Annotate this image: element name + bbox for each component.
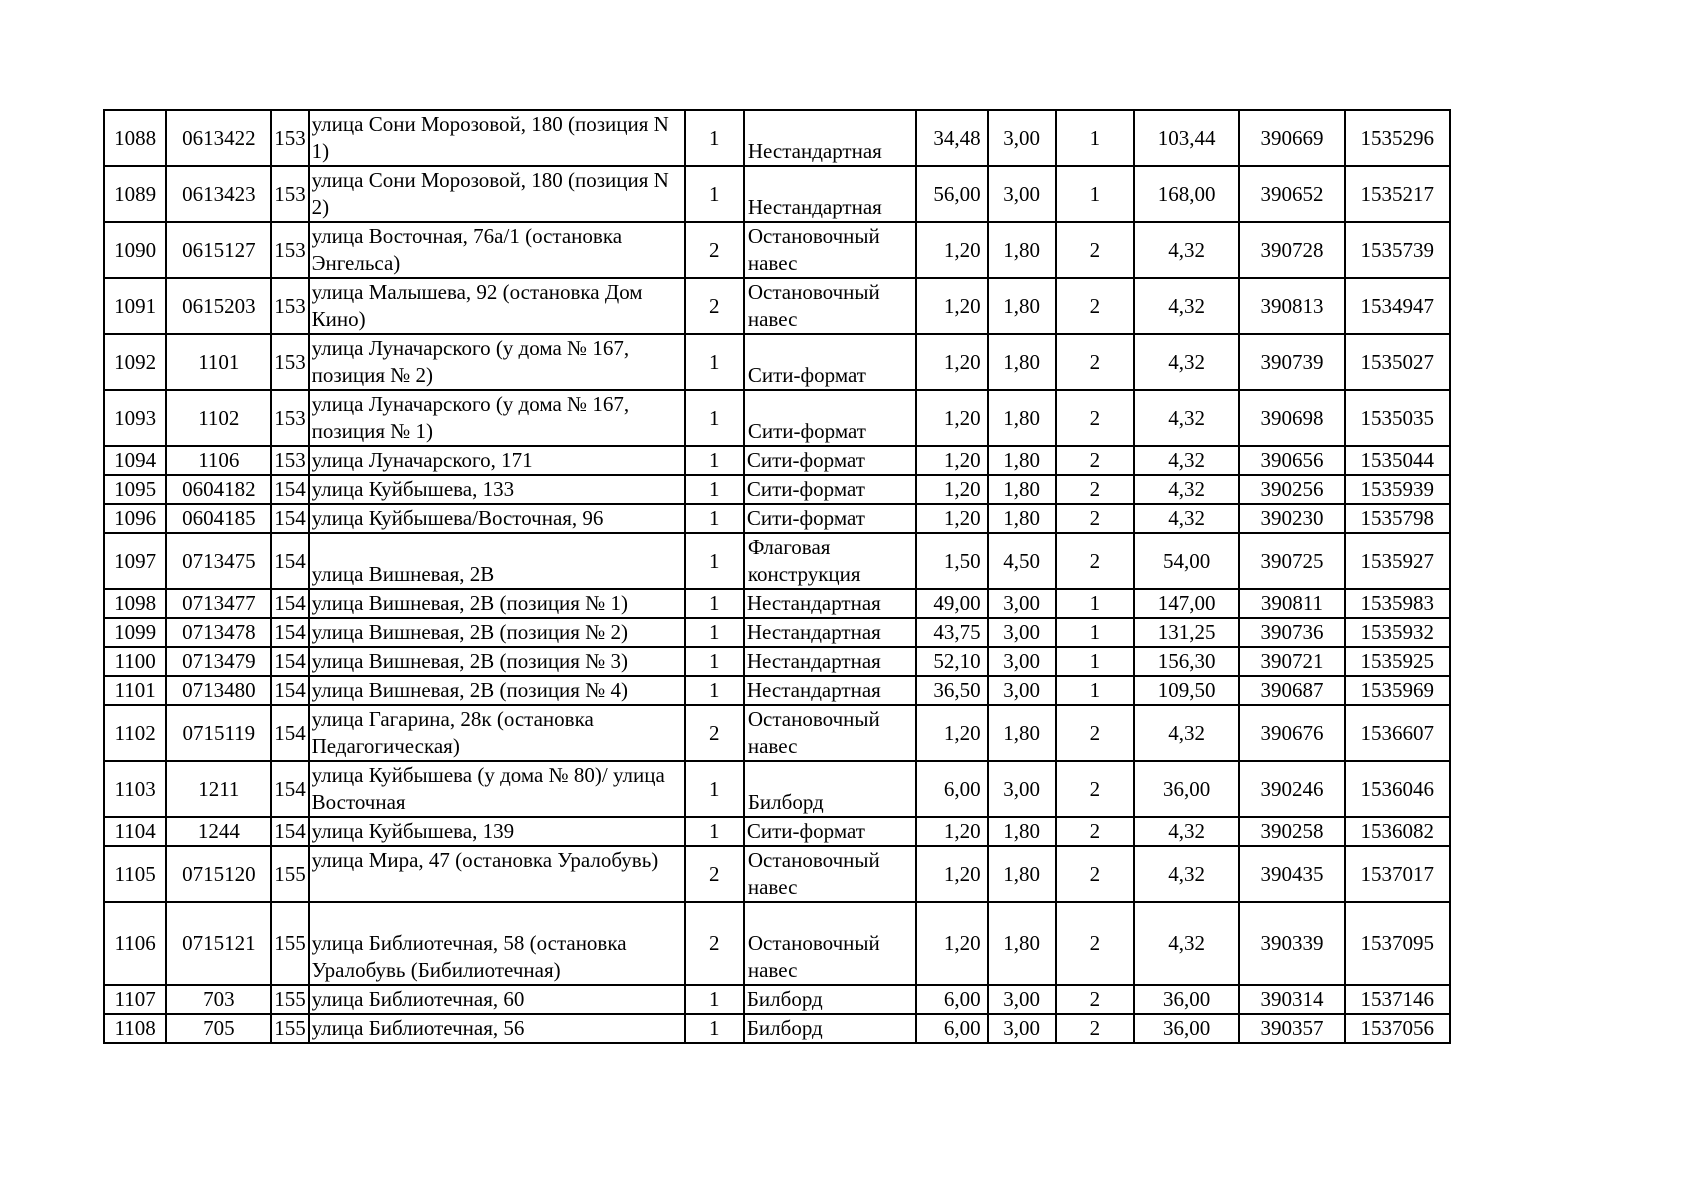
- coord-x-cell: 390687: [1239, 676, 1344, 705]
- count-cell: 1: [685, 676, 744, 705]
- count-cell: 1: [685, 334, 744, 390]
- address-cell: улица Восточная, 76а/1 (остановка Энгельса): [309, 222, 685, 278]
- coord-x-cell: 390357: [1239, 1014, 1344, 1043]
- coord-y-cell: 1535035: [1345, 390, 1450, 446]
- structure-code-cell: 0615203: [166, 278, 271, 334]
- table-row: [104, 705, 1450, 761]
- table-row: [104, 278, 1450, 334]
- row-number-cell: 1103: [104, 761, 166, 817]
- row-number-cell: 1099: [104, 618, 166, 647]
- coord-y-cell: 1537056: [1345, 1014, 1450, 1043]
- coord-x-cell: 390258: [1239, 817, 1344, 846]
- table-row: [104, 1014, 1450, 1043]
- address-cell: улица Вишневая, 2В (позиция № 2): [309, 618, 685, 647]
- coord-y-cell: 1537017: [1345, 846, 1450, 902]
- height-cell: 1,80: [988, 446, 1056, 475]
- area-cell: 103,44: [1134, 110, 1239, 166]
- table-row: [104, 475, 1450, 504]
- structure-code-cell: 0713475: [166, 533, 271, 589]
- width-cell: 1,20: [916, 446, 987, 475]
- area-cell: 131,25: [1134, 618, 1239, 647]
- area-cell: 36,00: [1134, 985, 1239, 1014]
- sides-cell: 2: [1056, 334, 1134, 390]
- structure-code-cell: 0713477: [166, 589, 271, 618]
- table-row: [104, 334, 1450, 390]
- sides-cell: 2: [1056, 985, 1134, 1014]
- area-cell: 4,32: [1134, 902, 1239, 985]
- area-cell: 4,32: [1134, 446, 1239, 475]
- structure-type-cell: Билборд: [744, 1014, 917, 1043]
- width-cell: 6,00: [916, 1014, 987, 1043]
- structure-type-cell: Остановочный навес: [744, 902, 917, 985]
- row-number-cell: 1100: [104, 647, 166, 676]
- coord-x-cell: 390314: [1239, 985, 1344, 1014]
- structure-code-cell: 1102: [166, 390, 271, 446]
- district-code-cell: 153: [271, 446, 308, 475]
- coord-y-cell: 1536082: [1345, 817, 1450, 846]
- area-cell: 168,00: [1134, 166, 1239, 222]
- coord-y-cell: 1537146: [1345, 985, 1450, 1014]
- table-row: [104, 589, 1450, 618]
- address-cell: улица Вишневая, 2В (позиция № 1): [309, 589, 685, 618]
- district-code-cell: 153: [271, 110, 308, 166]
- coord-x-cell: 390669: [1239, 110, 1344, 166]
- sides-cell: 2: [1056, 846, 1134, 902]
- table-body: [104, 110, 1450, 1043]
- sides-cell: 2: [1056, 475, 1134, 504]
- height-cell: 1,80: [988, 222, 1056, 278]
- structure-type-cell: Нестандартная: [744, 676, 917, 705]
- table-row: [104, 166, 1450, 222]
- coord-x-cell: 390256: [1239, 475, 1344, 504]
- table-row: [104, 533, 1450, 589]
- sides-cell: 1: [1056, 618, 1134, 647]
- address-cell: улица Вишневая, 2В: [309, 533, 685, 589]
- structure-code-cell: 0713480: [166, 676, 271, 705]
- structure-type-cell: Нестандартная: [744, 589, 917, 618]
- width-cell: 1,20: [916, 846, 987, 902]
- structure-type-cell: Сити-формат: [744, 504, 917, 533]
- coord-y-cell: 1535739: [1345, 222, 1450, 278]
- height-cell: 1,80: [988, 705, 1056, 761]
- structure-type-cell: Билборд: [744, 985, 917, 1014]
- count-cell: 2: [685, 846, 744, 902]
- row-number-cell: 1102: [104, 705, 166, 761]
- structure-code-cell: 0715121: [166, 902, 271, 985]
- address-cell: улица Малышева, 92 (остановка Дом Кино): [309, 278, 685, 334]
- district-code-cell: 154: [271, 504, 308, 533]
- structure-code-cell: 0715119: [166, 705, 271, 761]
- sides-cell: 1: [1056, 110, 1134, 166]
- table-row: [104, 222, 1450, 278]
- row-number-cell: 1093: [104, 390, 166, 446]
- structure-code-cell: 0615127: [166, 222, 271, 278]
- row-number-cell: 1107: [104, 985, 166, 1014]
- table-row: [104, 504, 1450, 533]
- count-cell: 1: [685, 504, 744, 533]
- district-code-cell: 154: [271, 533, 308, 589]
- width-cell: 1,20: [916, 475, 987, 504]
- width-cell: 1,20: [916, 222, 987, 278]
- area-cell: 4,32: [1134, 278, 1239, 334]
- height-cell: 3,00: [988, 589, 1056, 618]
- count-cell: 2: [685, 902, 744, 985]
- table-row: [104, 446, 1450, 475]
- height-cell: 1,80: [988, 390, 1056, 446]
- area-cell: 4,32: [1134, 817, 1239, 846]
- table-row: [104, 902, 1450, 985]
- advertising-structures-table: [103, 109, 1451, 1044]
- count-cell: 1: [685, 1014, 744, 1043]
- width-cell: 49,00: [916, 589, 987, 618]
- coord-y-cell: 1536607: [1345, 705, 1450, 761]
- sides-cell: 2: [1056, 446, 1134, 475]
- sides-cell: 2: [1056, 390, 1134, 446]
- area-cell: 156,30: [1134, 647, 1239, 676]
- table-row: [104, 761, 1450, 817]
- address-cell: улица Мира, 47 (остановка Уралобувь): [309, 846, 685, 902]
- structure-code-cell: 1101: [166, 334, 271, 390]
- height-cell: 3,00: [988, 110, 1056, 166]
- height-cell: 1,80: [988, 817, 1056, 846]
- district-code-cell: 154: [271, 761, 308, 817]
- width-cell: 1,50: [916, 533, 987, 589]
- height-cell: 4,50: [988, 533, 1056, 589]
- sides-cell: 1: [1056, 676, 1134, 705]
- structure-code-cell: 0715120: [166, 846, 271, 902]
- coord-y-cell: 1535925: [1345, 647, 1450, 676]
- width-cell: 1,20: [916, 705, 987, 761]
- row-number-cell: 1098: [104, 589, 166, 618]
- structure-type-cell: Флаговая конструкция: [744, 533, 917, 589]
- coord-y-cell: 1536046: [1345, 761, 1450, 817]
- address-cell: улица Сони Морозовой, 180 (позиция N 2): [309, 166, 685, 222]
- table-row: [104, 985, 1450, 1014]
- coord-x-cell: 390230: [1239, 504, 1344, 533]
- row-number-cell: 1101: [104, 676, 166, 705]
- row-number-cell: 1091: [104, 278, 166, 334]
- district-code-cell: 154: [271, 589, 308, 618]
- height-cell: 1,80: [988, 278, 1056, 334]
- address-cell: улица Луначарского (у дома № 167, позиция № 1): [309, 390, 685, 446]
- district-code-cell: 155: [271, 985, 308, 1014]
- width-cell: 52,10: [916, 647, 987, 676]
- structure-code-cell: 0613422: [166, 110, 271, 166]
- height-cell: 3,00: [988, 618, 1056, 647]
- width-cell: 1,20: [916, 390, 987, 446]
- row-number-cell: 1094: [104, 446, 166, 475]
- area-cell: 4,32: [1134, 846, 1239, 902]
- table-row: [104, 390, 1450, 446]
- width-cell: 6,00: [916, 985, 987, 1014]
- coord-x-cell: 390676: [1239, 705, 1344, 761]
- height-cell: 1,80: [988, 504, 1056, 533]
- structure-code-cell: 0613423: [166, 166, 271, 222]
- structure-type-cell: Нестандартная: [744, 647, 917, 676]
- area-cell: 4,32: [1134, 475, 1239, 504]
- height-cell: 3,00: [988, 985, 1056, 1014]
- count-cell: 1: [685, 817, 744, 846]
- structure-type-cell: Нестандартная: [744, 166, 917, 222]
- sides-cell: 2: [1056, 902, 1134, 985]
- coord-y-cell: 1535969: [1345, 676, 1450, 705]
- coord-x-cell: 390339: [1239, 902, 1344, 985]
- structure-code-cell: 0713479: [166, 647, 271, 676]
- count-cell: 2: [685, 705, 744, 761]
- sides-cell: 2: [1056, 1014, 1134, 1043]
- district-code-cell: 153: [271, 166, 308, 222]
- sides-cell: 2: [1056, 504, 1134, 533]
- district-code-cell: 155: [271, 1014, 308, 1043]
- row-number-cell: 1089: [104, 166, 166, 222]
- district-code-cell: 155: [271, 902, 308, 985]
- sides-cell: 1: [1056, 166, 1134, 222]
- structure-type-cell: Остановочный навес: [744, 846, 917, 902]
- count-cell: 1: [685, 533, 744, 589]
- coord-y-cell: 1535296: [1345, 110, 1450, 166]
- sides-cell: 2: [1056, 278, 1134, 334]
- count-cell: 1: [685, 985, 744, 1014]
- area-cell: 147,00: [1134, 589, 1239, 618]
- count-cell: 2: [685, 278, 744, 334]
- coord-y-cell: 1535983: [1345, 589, 1450, 618]
- table-row: [104, 110, 1450, 166]
- row-number-cell: 1105: [104, 846, 166, 902]
- area-cell: 4,32: [1134, 390, 1239, 446]
- structure-code-cell: 0604182: [166, 475, 271, 504]
- height-cell: 1,80: [988, 334, 1056, 390]
- sides-cell: 2: [1056, 222, 1134, 278]
- count-cell: 1: [685, 110, 744, 166]
- height-cell: 3,00: [988, 1014, 1056, 1043]
- width-cell: 1,20: [916, 817, 987, 846]
- coord-x-cell: 390435: [1239, 846, 1344, 902]
- coord-x-cell: 390813: [1239, 278, 1344, 334]
- height-cell: 3,00: [988, 676, 1056, 705]
- sides-cell: 1: [1056, 647, 1134, 676]
- structure-type-cell: Сити-формат: [744, 390, 917, 446]
- count-cell: 1: [685, 390, 744, 446]
- width-cell: 36,50: [916, 676, 987, 705]
- row-number-cell: 1096: [104, 504, 166, 533]
- area-cell: 4,32: [1134, 222, 1239, 278]
- address-cell: улица Куйбышева/Восточная, 96: [309, 504, 685, 533]
- structure-type-cell: Билборд: [744, 761, 917, 817]
- address-cell: улица Библиотечная, 58 (остановка Уралобувь (Бибилиотечная): [309, 902, 685, 985]
- structure-code-cell: 705: [166, 1014, 271, 1043]
- address-cell: улица Сони Морозовой, 180 (позиция N 1): [309, 110, 685, 166]
- row-number-cell: 1106: [104, 902, 166, 985]
- row-number-cell: 1104: [104, 817, 166, 846]
- sides-cell: 2: [1056, 817, 1134, 846]
- coord-y-cell: 1534947: [1345, 278, 1450, 334]
- coord-y-cell: 1535044: [1345, 446, 1450, 475]
- width-cell: 1,20: [916, 504, 987, 533]
- area-cell: 36,00: [1134, 1014, 1239, 1043]
- table-row: [104, 618, 1450, 647]
- count-cell: 1: [685, 166, 744, 222]
- district-code-cell: 153: [271, 222, 308, 278]
- width-cell: 56,00: [916, 166, 987, 222]
- address-cell: улица Гагарина, 28к (остановка Педагогическая): [309, 705, 685, 761]
- area-cell: 36,00: [1134, 761, 1239, 817]
- coord-y-cell: 1535217: [1345, 166, 1450, 222]
- height-cell: 3,00: [988, 647, 1056, 676]
- address-cell: улица Библиотечная, 60: [309, 985, 685, 1014]
- coord-y-cell: 1535798: [1345, 504, 1450, 533]
- district-code-cell: 154: [271, 705, 308, 761]
- row-number-cell: 1108: [104, 1014, 166, 1043]
- coord-x-cell: 390721: [1239, 647, 1344, 676]
- structure-type-cell: Сити-формат: [744, 334, 917, 390]
- structure-type-cell: Остановочный навес: [744, 278, 917, 334]
- count-cell: 1: [685, 475, 744, 504]
- coord-y-cell: 1535939: [1345, 475, 1450, 504]
- district-code-cell: 153: [271, 334, 308, 390]
- height-cell: 1,80: [988, 846, 1056, 902]
- width-cell: 1,20: [916, 334, 987, 390]
- structure-type-cell: Сити-формат: [744, 817, 917, 846]
- district-code-cell: 154: [271, 647, 308, 676]
- coord-x-cell: 390739: [1239, 334, 1344, 390]
- coord-y-cell: 1535027: [1345, 334, 1450, 390]
- structure-type-cell: Сити-формат: [744, 475, 917, 504]
- district-code-cell: 153: [271, 278, 308, 334]
- district-code-cell: 154: [271, 676, 308, 705]
- row-number-cell: 1095: [104, 475, 166, 504]
- height-cell: 1,80: [988, 902, 1056, 985]
- width-cell: 43,75: [916, 618, 987, 647]
- address-cell: улица Куйбышева (у дома № 80)/ улица Восточная: [309, 761, 685, 817]
- sides-cell: 2: [1056, 705, 1134, 761]
- table-row: [104, 647, 1450, 676]
- structure-type-cell: Остановочный навес: [744, 222, 917, 278]
- coord-x-cell: 390811: [1239, 589, 1344, 618]
- count-cell: 2: [685, 222, 744, 278]
- area-cell: 54,00: [1134, 533, 1239, 589]
- sides-cell: 1: [1056, 589, 1134, 618]
- district-code-cell: 153: [271, 390, 308, 446]
- address-cell: улица Библиотечная, 56: [309, 1014, 685, 1043]
- table-row: [104, 817, 1450, 846]
- count-cell: 1: [685, 446, 744, 475]
- address-cell: улица Куйбышева, 133: [309, 475, 685, 504]
- address-cell: улица Вишневая, 2В (позиция № 3): [309, 647, 685, 676]
- table-row: [104, 846, 1450, 902]
- row-number-cell: 1088: [104, 110, 166, 166]
- row-number-cell: 1097: [104, 533, 166, 589]
- area-cell: 4,32: [1134, 334, 1239, 390]
- structure-type-cell: Сити-формат: [744, 446, 917, 475]
- district-code-cell: 154: [271, 618, 308, 647]
- coord-x-cell: 390698: [1239, 390, 1344, 446]
- coord-x-cell: 390728: [1239, 222, 1344, 278]
- district-code-cell: 154: [271, 817, 308, 846]
- coord-y-cell: 1535927: [1345, 533, 1450, 589]
- structure-type-cell: Нестандартная: [744, 110, 917, 166]
- district-code-cell: 154: [271, 475, 308, 504]
- area-cell: 109,50: [1134, 676, 1239, 705]
- width-cell: 6,00: [916, 761, 987, 817]
- count-cell: 1: [685, 589, 744, 618]
- height-cell: 1,80: [988, 475, 1056, 504]
- width-cell: 1,20: [916, 902, 987, 985]
- structure-code-cell: 0604185: [166, 504, 271, 533]
- structure-code-cell: 703: [166, 985, 271, 1014]
- coord-x-cell: 390656: [1239, 446, 1344, 475]
- area-cell: 4,32: [1134, 504, 1239, 533]
- structure-code-cell: 1106: [166, 446, 271, 475]
- coord-y-cell: 1537095: [1345, 902, 1450, 985]
- structure-code-cell: 0713478: [166, 618, 271, 647]
- sides-cell: 2: [1056, 761, 1134, 817]
- area-cell: 4,32: [1134, 705, 1239, 761]
- width-cell: 1,20: [916, 278, 987, 334]
- district-code-cell: 155: [271, 846, 308, 902]
- count-cell: 1: [685, 761, 744, 817]
- address-cell: улица Куйбышева, 139: [309, 817, 685, 846]
- structure-code-cell: 1211: [166, 761, 271, 817]
- structure-type-cell: Нестандартная: [744, 618, 917, 647]
- address-cell: улица Луначарского (у дома № 167, позиция № 2): [309, 334, 685, 390]
- row-number-cell: 1092: [104, 334, 166, 390]
- structure-code-cell: 1244: [166, 817, 271, 846]
- table-row: [104, 676, 1450, 705]
- structure-type-cell: Остановочный навес: [744, 705, 917, 761]
- coord-x-cell: 390736: [1239, 618, 1344, 647]
- sides-cell: 2: [1056, 533, 1134, 589]
- width-cell: 34,48: [916, 110, 987, 166]
- count-cell: 1: [685, 618, 744, 647]
- row-number-cell: 1090: [104, 222, 166, 278]
- height-cell: 3,00: [988, 761, 1056, 817]
- address-cell: улица Луначарского, 171: [309, 446, 685, 475]
- coord-x-cell: 390652: [1239, 166, 1344, 222]
- count-cell: 1: [685, 647, 744, 676]
- address-cell: улица Вишневая, 2В (позиция № 4): [309, 676, 685, 705]
- coord-x-cell: 390725: [1239, 533, 1344, 589]
- coord-x-cell: 390246: [1239, 761, 1344, 817]
- height-cell: 3,00: [988, 166, 1056, 222]
- coord-y-cell: 1535932: [1345, 618, 1450, 647]
